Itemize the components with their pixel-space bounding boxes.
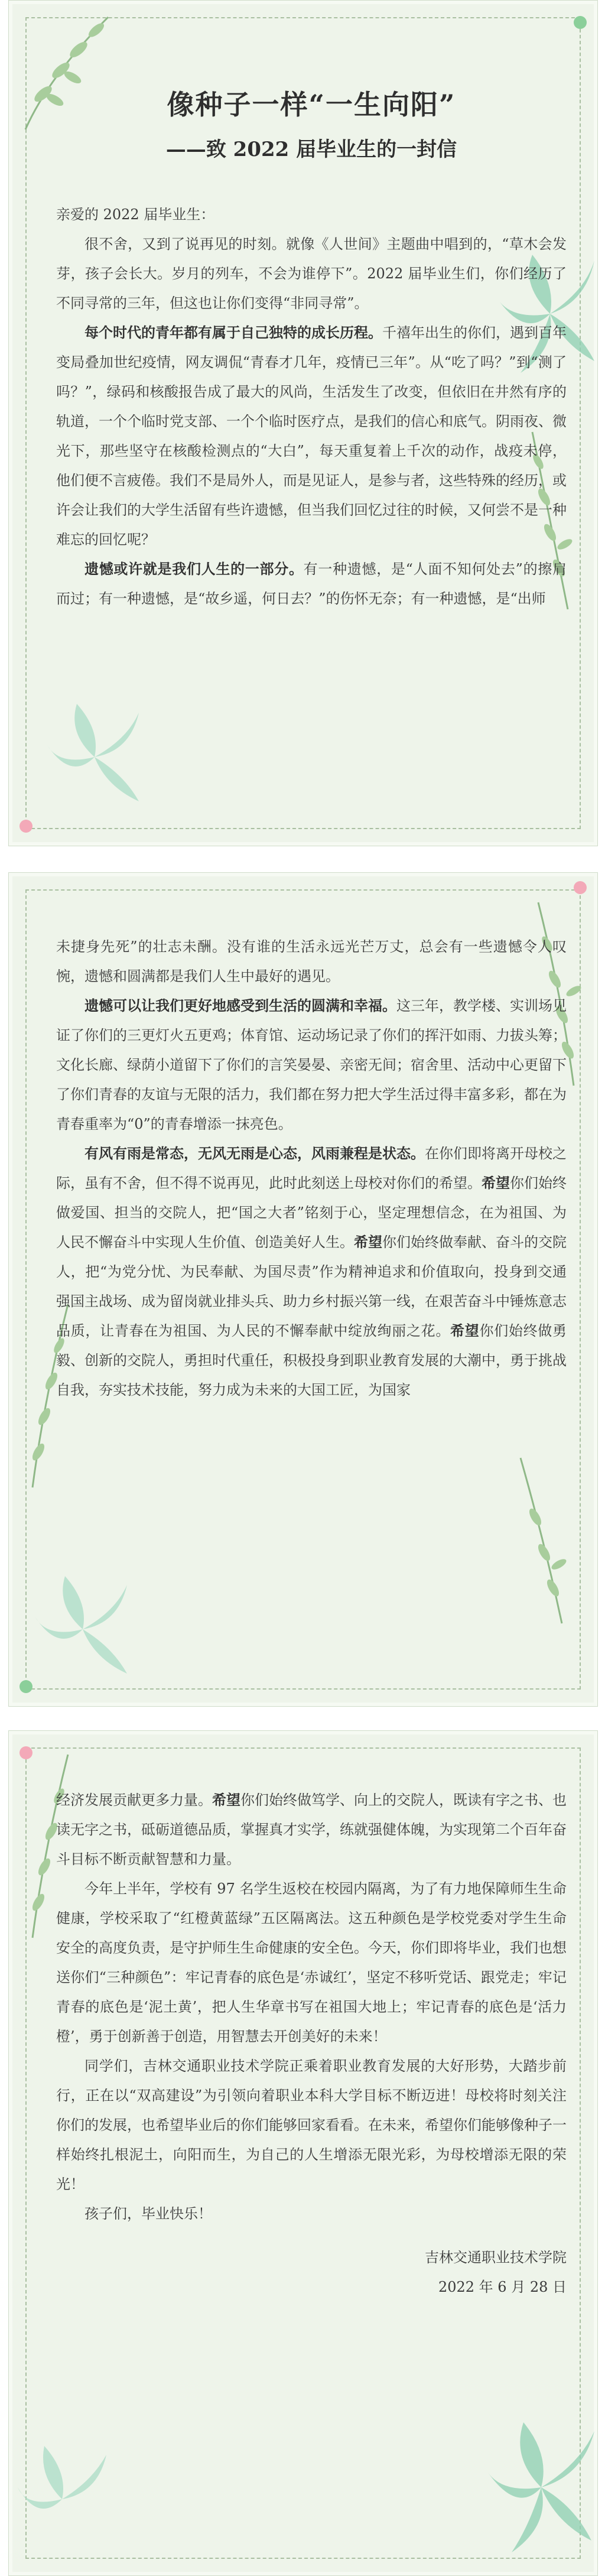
paragraph-2-body: 千禧年出生的你们，遇到百年变局叠加世纪疫情，网友调侃“青春才几年，疫情已三年”。从“吃了吗？”到“测了吗？”，绿码和核酸报告成了最大的风尚，生活发生了改变，但依旧在井然有序的轨道，一个个临时党支部、一个个临时医疗点，是我们的信心和底气。阴雨夜、微光下，那些坚守在核酸检测点的“大白”，每天重复着上千次的动作，战疫未停，他们便不言疲倦。我们不是局外人，而是见证人，是参与者，这些特殊的经历，或许会让我们的大学生活留有些许遗憾，但当我们回忆过往的时候，又何尝不是一种难忘的回忆呢？ (56, 324, 567, 548)
hope-2-text: 你们始终做奉献、奋斗的交院人，把“为党分忧、为民奉献、为国尽责”作为精神追求和价值取向，投身到交通强国主战场、成为留岗就业排头兵、助力乡村振兴第一线，在艰苦奋斗中锤炼意志品质，让青春在为祖国、为人民的不懈奉献中绽放绚丽之花。 (56, 1234, 567, 1339)
signature: 吉林交通职业技术学院 (425, 2249, 567, 2266)
letter-title: 像种子一样“一生向阳” (167, 89, 456, 121)
greeting: 亲爱的 2022 届毕业生： (56, 206, 215, 223)
corner-dot-pink (574, 881, 587, 894)
paragraph-5 (56, 1139, 567, 1405)
hope-1-keyword: 希望 (482, 1174, 510, 1191)
paragraph-4-body: 这三年，教学楼、实训场见证了你们的三更灯火五更鸡；体育馆、运动场记录了你们的挥汗如雨、力拔头筹；文化长廊、绿荫小道留下了你们的言笑晏晏、亲密无间；宿舍里、活动中心更留下了你们青春的友谊与无限的活力，我们都在努力把大学生活过得丰富多彩，都在为青春重率为“0”的青春增添一抹亮色。 (56, 998, 567, 1132)
letter-card-1 (8, 0, 598, 846)
succulent-icon (485, 2416, 597, 2558)
paragraph-3-lead: 遗憾或许就是我们人生的一部分。 (84, 560, 304, 577)
succulent-icon (32, 1570, 133, 1688)
hope-3-text-end: 经济发展贡献更多力量。 (56, 1792, 212, 1808)
paragraph-3-continued: 未捷身先死”的壮志未酬。没有谁的生活永远光芒万丈，总会有一些遗憾令人叹惋，遗憾和圆满都是我们人生中最好的遇见。 (56, 938, 567, 985)
paragraph-2-lead: 每个时代的青年都有属于自己独特的成长历程。 (84, 324, 382, 341)
hope-1-text: 你们始终做爱国、担当的交院人，把“国之大者”铭刻于心，坚定理想信念，在为祖国、为人民不懈奋斗中实现人生价值、创造美好人生。 (56, 1175, 567, 1250)
letter-date: 2022 年 6 月 28 日 (438, 2279, 567, 2295)
succulent-icon (15, 2440, 109, 2558)
letter-subtitle: ——致 2022 届毕业生的一封信 (165, 138, 457, 161)
paragraph-3-body: 有一种遗憾，是“人面不知何处去”的擦肩而过；有一种遗憾，是“故乡遥，何日去？”的伤怀无奈；有一种遗憾，是“出师 (56, 561, 567, 607)
paragraph-5-lead: 有风有雨是常态，无风无雨是心态，风雨兼程是状态。 (84, 1145, 425, 1162)
corner-dot-green (19, 1680, 32, 1693)
corner-dot-green (574, 16, 587, 29)
paragraph-1: 很不舍，又到了说再见的时刻。就像《人世间》主题曲中唱到的，“草木会发芽，孩子会长大。岁月的列车，不会为谁停下”。2022 届毕业生们，你们经历了不同寻常的三年，但这也让你们变得“非同寻常”。 (56, 236, 567, 311)
hope-4-keyword: 希望 (212, 1791, 240, 1808)
paragraph-7: 同学们，吉林交通职业技术学院正乘着职业教育发展的大好形势，大踏步前行，正在以“双高建设”为引领向着职业本科大学目标不断迈进！母校将时刻关注你们的发展，也希望毕业后的你们能够回家看看。在未来，希望你们能够像种子一样始终扎根泥土，向阳而生，为自己的人生增添无限光彩，为母校增添无限的荣光！ (56, 2058, 567, 2192)
hope-3-text: 你们始终做勇毅、创新的交院人，勇担时代重任，积极投身到职业教育发展的大潮中，勇于挑战自我，夯实技术技能，努力成为未来的大国工匠，为国家 (56, 1323, 567, 1398)
letter-card-2 (8, 872, 598, 1707)
corner-dot-pink (19, 820, 32, 833)
paragraph-6: 今年上半年，学校有 97 名学生返校在校园内隔离，为了有力地保障师生生命健康，学校采取了“红橙黄蓝绿”五区隔离法。这五种颜色是学校党委对学生生命安全的高度负责，是守护师生生命健康的安全色。今天，你们即将毕业，我们也想送你们“三种颜色”：牢记青春的底色是‘赤诚红’，坚定不移听党话、跟党走；牢记青春的底色是‘泥土黄’，把人生华章书写在祖国大地上；牢记青春的底色是‘活力橙’，勇于创新善于创造，用智慧去开创美好的未来！ (56, 1880, 567, 2045)
paragraph-4-lead: 遗憾可以让我们更好地感受到生活的圆满和幸福。 (84, 997, 396, 1014)
hope-3-keyword: 希望 (450, 1322, 480, 1339)
paragraph-4 (56, 991, 567, 1139)
paragraph-8: 孩子们，毕业快乐！ (84, 2205, 212, 2222)
hope-2-keyword: 希望 (354, 1233, 382, 1250)
paragraph-2 (56, 318, 567, 554)
hope-4-text: 你们始终做笃学、向上的交院人，既读有字之书、也读无字之书，砥砺道德品质，掌握真才实学，练就强健体魄，为实现第二个百年奋斗目标不断贡献智慧和力量。 (56, 1792, 567, 1867)
leaf-branch-icon (497, 1452, 574, 1629)
paragraph-3 (56, 554, 567, 613)
paragraph-5-continued (56, 1785, 567, 1874)
paragraph-5-intro: 在你们即将离开母校之际，虽有不舍，但不得不说再见，此时此刻送上母校对你们的希望。 (56, 1145, 567, 1191)
succulent-icon (44, 698, 145, 816)
letter-card-3 (8, 1730, 598, 2576)
